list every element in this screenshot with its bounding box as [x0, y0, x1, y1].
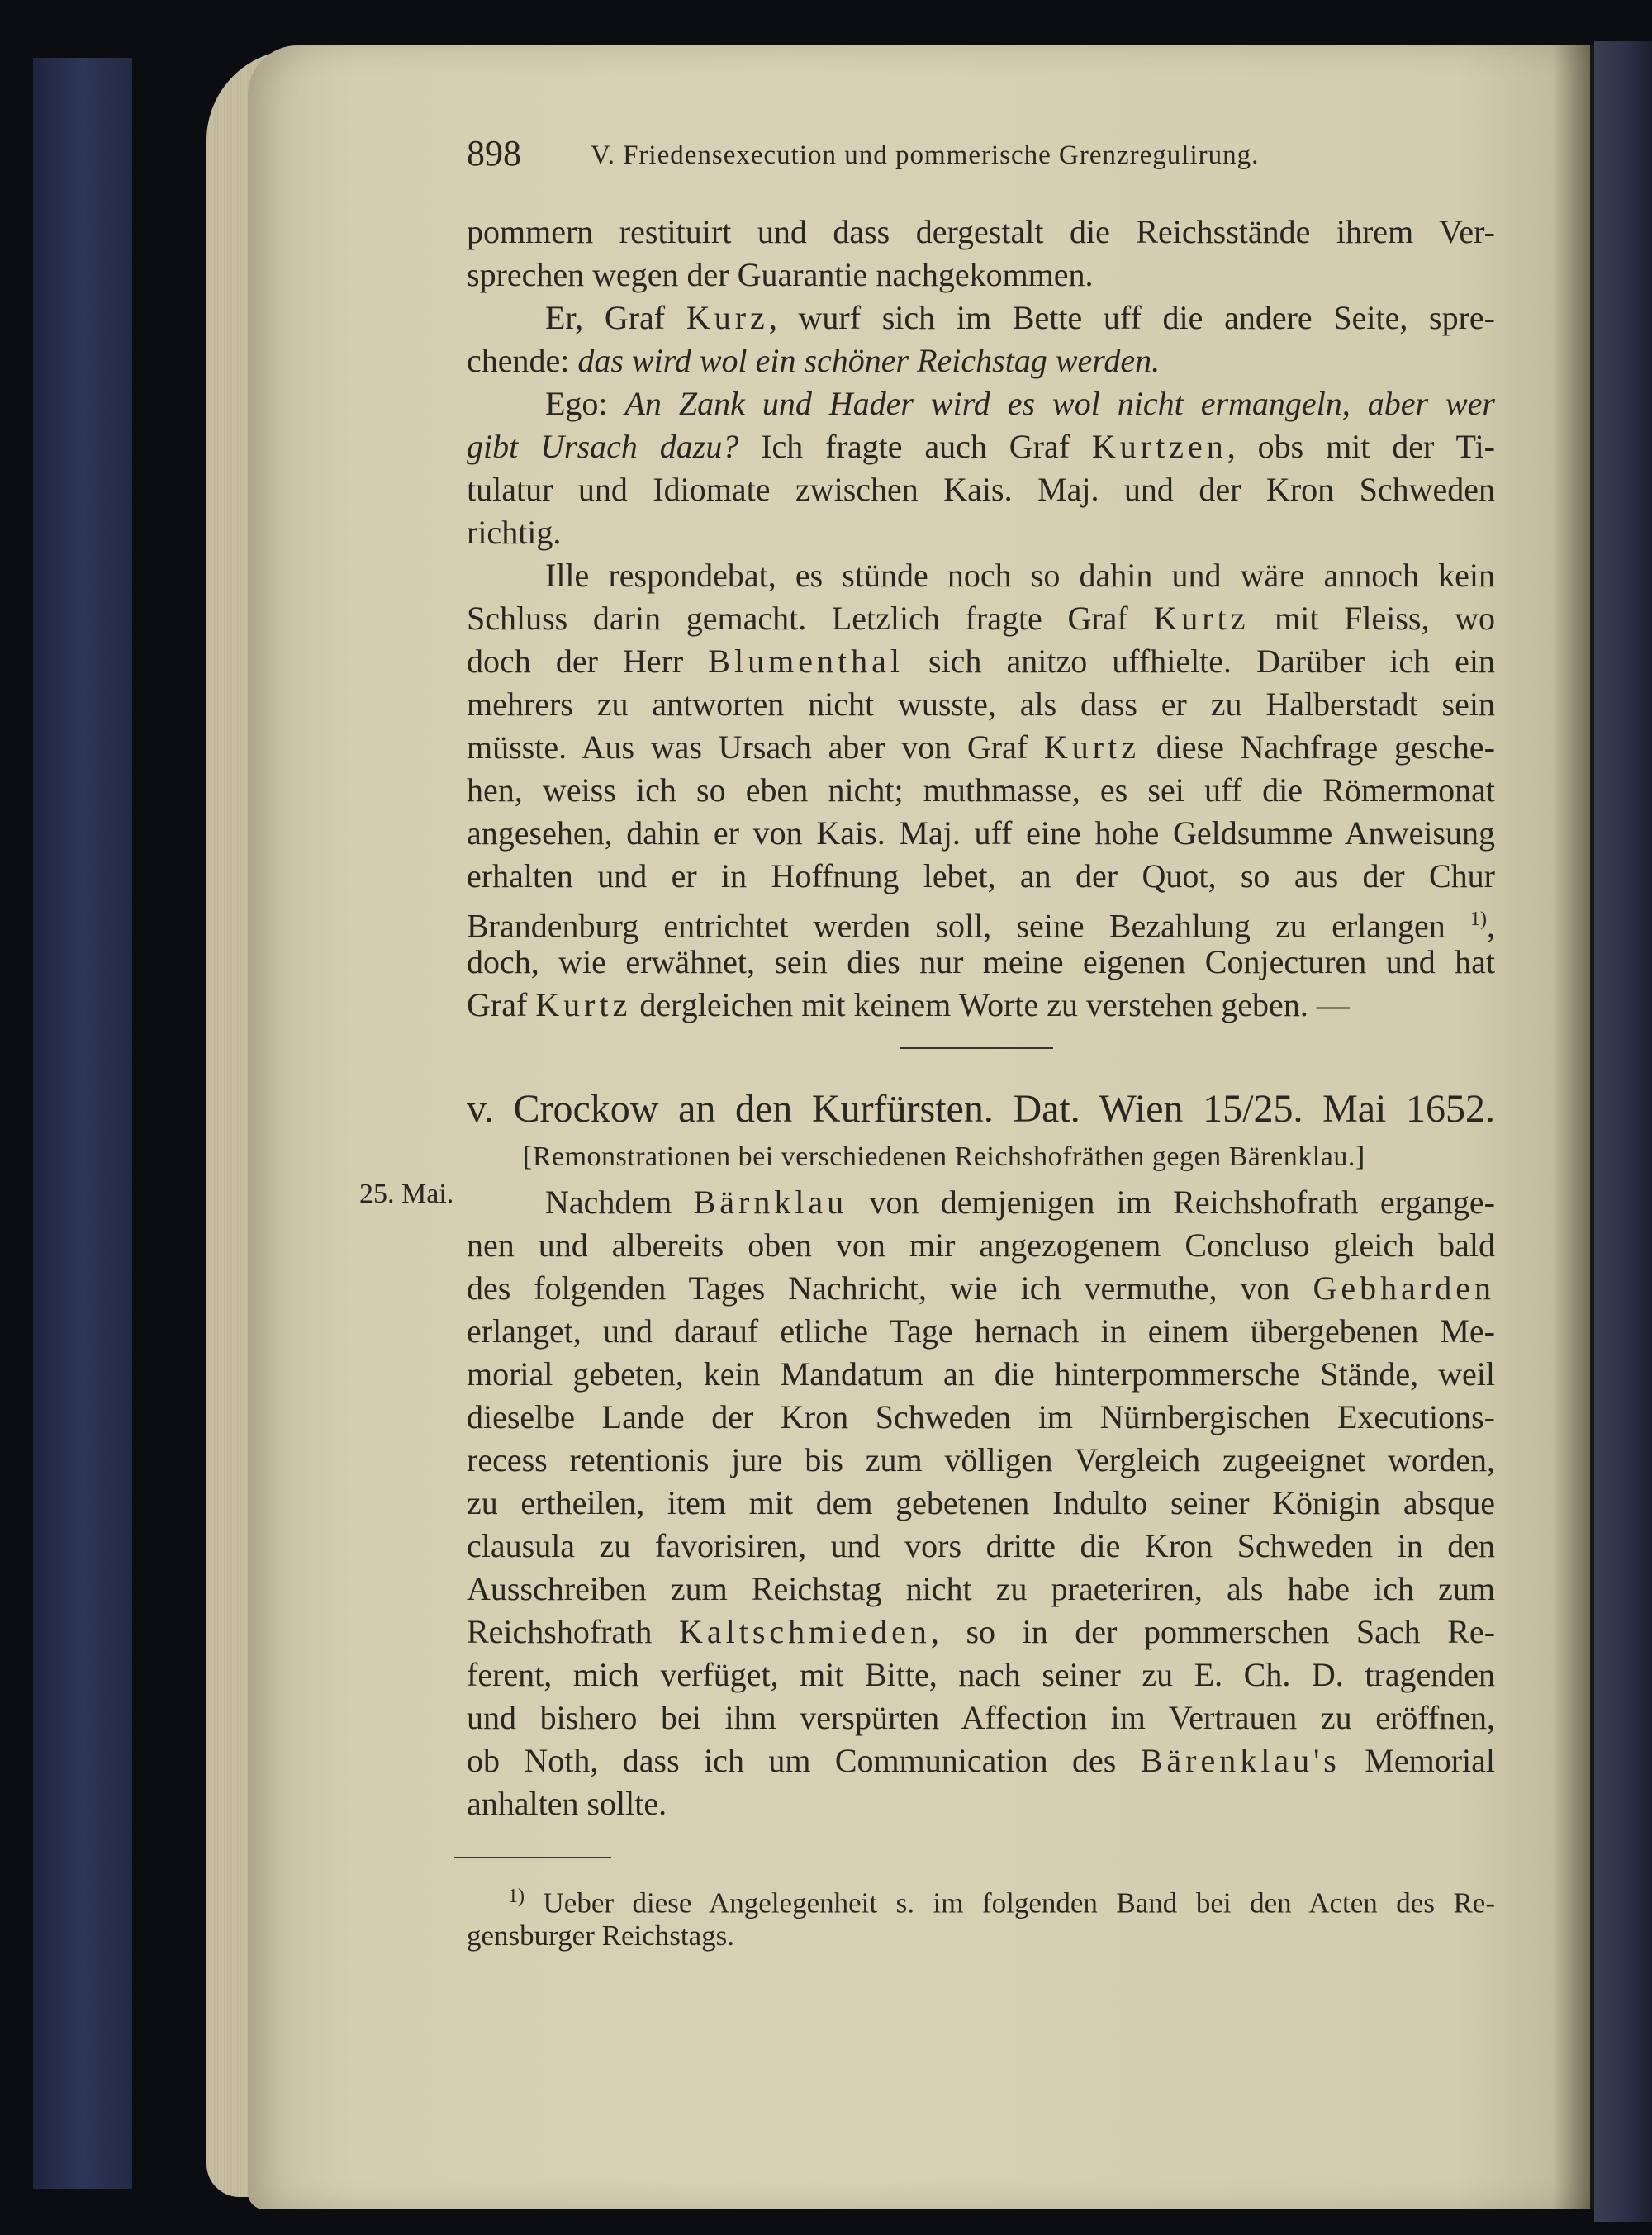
text-line: ferent, mich verfüget, mit Bitte, nach seiner zu E. Ch. D. tragenden	[467, 1656, 1495, 1693]
text-line: erlanget, und darauf etliche Tage hernach in einem übergebenen Me-	[467, 1312, 1495, 1350]
person-name: Gebharden	[1313, 1269, 1495, 1307]
quote-italic: An Zank und Hader wird es wol nicht ermangeln, aber wer	[624, 385, 1495, 422]
quote-italic: das wird wol ein schöner Reichstag werden.	[577, 342, 1161, 379]
text-line: Nachdem Bärnklau von demjenigen im Reichshofrath ergange-	[545, 1184, 1496, 1221]
person-name: Kurz	[686, 299, 769, 336]
quote-italic: gibt Ursach dazu?	[467, 428, 739, 465]
text-line: doch der Herr Blumenthal sich anitzo uffhielte. Darüber ich ein	[467, 643, 1496, 680]
text-line: tulatur und Idiomate zwischen Kais. Maj. und der Kron Schweden	[467, 471, 1495, 508]
text-line: Brandenburg entrichtet werden soll, seine Bezahlung zu erlangen $^{1)}$,	[467, 907, 1495, 945]
person-name: Blumenthal	[708, 643, 904, 680]
footnote-divider	[454, 1857, 611, 1858]
text-line: chende: das wird wol ein schöner Reichstag werden.	[467, 342, 1161, 379]
footnote-mark: 1)	[508, 1886, 525, 1907]
text-line: mehrers zu antworten nicht wusste, als dass er zu Halberstadt sein	[467, 686, 1495, 723]
text-line: Ille respondebat, es stünde noch so dahin und wäre annoch kein	[545, 557, 1495, 594]
running-title: V. Friedensexecution und pommerische Grenzregulirung.	[591, 140, 1260, 170]
footnote-line: $^{1)}$ Ueber diese Angelegenheit s. im folgenden Band bei den Acten des Re-	[508, 1886, 1495, 1919]
text-line: pommern restituirt und dass dergestalt die Reichsstände ihrem Ver-	[467, 213, 1495, 250]
text-line: richtig.	[467, 514, 562, 551]
text-line: Reichshofrath Kaltschmieden, so in der pommerschen Sach Re-	[467, 1613, 1496, 1650]
text-line: hen, weiss ich so eben nicht; muthmasse, es sei uff die Römermonat	[467, 771, 1495, 809]
text-line: nen und albereits oben von mir angezogenem Concluso gleich bald	[467, 1227, 1495, 1264]
text-line: des folgenden Tages Nachricht, wie ich vermuthe, von Gebharden	[467, 1269, 1495, 1307]
letter-heading: v. Crockow an den Kurfürsten. Dat. Wien 15/25. Mai 1652.	[467, 1087, 1495, 1131]
person-name: Bärenklau's	[1140, 1742, 1341, 1779]
person-name: Kurtz	[535, 986, 632, 1023]
text-line: clausula zu favorisiren, und vors dritte die Kron Schweden in den	[467, 1527, 1495, 1564]
text-line: gibt Ursach dazu? Ich fragte auch Graf Kurtzen, obs mit der Ti-	[467, 428, 1495, 465]
book-cover-left	[33, 58, 132, 2189]
text-line: anhalten sollte.	[467, 1785, 667, 1822]
person-name: Bärnklau	[693, 1184, 848, 1221]
text-line: angesehen, dahin er von Kais. Maj. uff eine hohe Geldsumme Anweisung	[467, 814, 1495, 852]
text-line: morial gebeten, kein Mandatum an die hinterpommersche Stände, weil	[467, 1355, 1495, 1393]
person-name: Kurtz	[1043, 728, 1140, 766]
text-line: Ausschreiben zum Reichstag nicht zu praeteriren, als habe ich zum	[467, 1570, 1495, 1607]
text-line: müsste. Aus was Ursach aber von Graf Kurtz diese Nachfrage gesche-	[467, 728, 1495, 766]
text-line: und bishero bei ihm verspürten Affection im Vertrauen zu eröffnen,	[467, 1699, 1495, 1736]
person-name: Kurtzen	[1091, 428, 1227, 465]
text-line: sprechen wegen der Guarantie nachgekommen.	[467, 256, 1094, 293]
page-number: 898	[467, 133, 521, 173]
text-line: Schluss darin gemacht. Letzlich fragte Graf Kurtz mit Fleiss, wo	[467, 600, 1495, 637]
text-line: zu ertheilen, item mit dem gebetenen Indulto seiner Königin absque	[467, 1484, 1495, 1521]
text-line: doch, wie erwähnet, sein dies nur meine eigenen Conjecturen und hat	[467, 943, 1495, 980]
person-name: Kaltschmieden	[678, 1613, 931, 1650]
person-name: Kurtz	[1153, 600, 1250, 637]
section-divider	[900, 1047, 1053, 1049]
text-line: recess retentionis jure bis zum völligen Vergleich zugeeignet worden,	[467, 1441, 1495, 1478]
footnote-line: gensburger Reichstags.	[467, 1919, 735, 1952]
text-line: Graf Kurtz dergleichen mit keinem Worte zu verstehen geben. —	[467, 986, 1350, 1023]
text-line: erhalten und er in Hoffnung lebet, an der Quot, so aus der Chur	[467, 857, 1495, 894]
footnote-ref: 1)	[1470, 909, 1487, 930]
text-line: Ego: An Zank und Hader wird es wol nicht ermangeln, aber wer	[545, 385, 1495, 422]
letter-subheading: [Remonstrationen bei verschiedenen Reichshofräthen gegen Bärenklau.]	[523, 1141, 1365, 1172]
text-line: Er, Graf Kurz, wurf sich im Bette uff die andere Seite, spre-	[545, 299, 1495, 336]
text-line: dieselbe Lande der Kron Schweden im Nürnbergischen Executions-	[467, 1398, 1495, 1435]
margin-date: 25. Mai.	[359, 1179, 454, 1209]
book-cover-right	[1594, 41, 1652, 2222]
text-line: ob Noth, dass ich um Communication des Bärenklau's Memorial	[467, 1742, 1495, 1779]
spine-shadow	[1553, 45, 1594, 2209]
